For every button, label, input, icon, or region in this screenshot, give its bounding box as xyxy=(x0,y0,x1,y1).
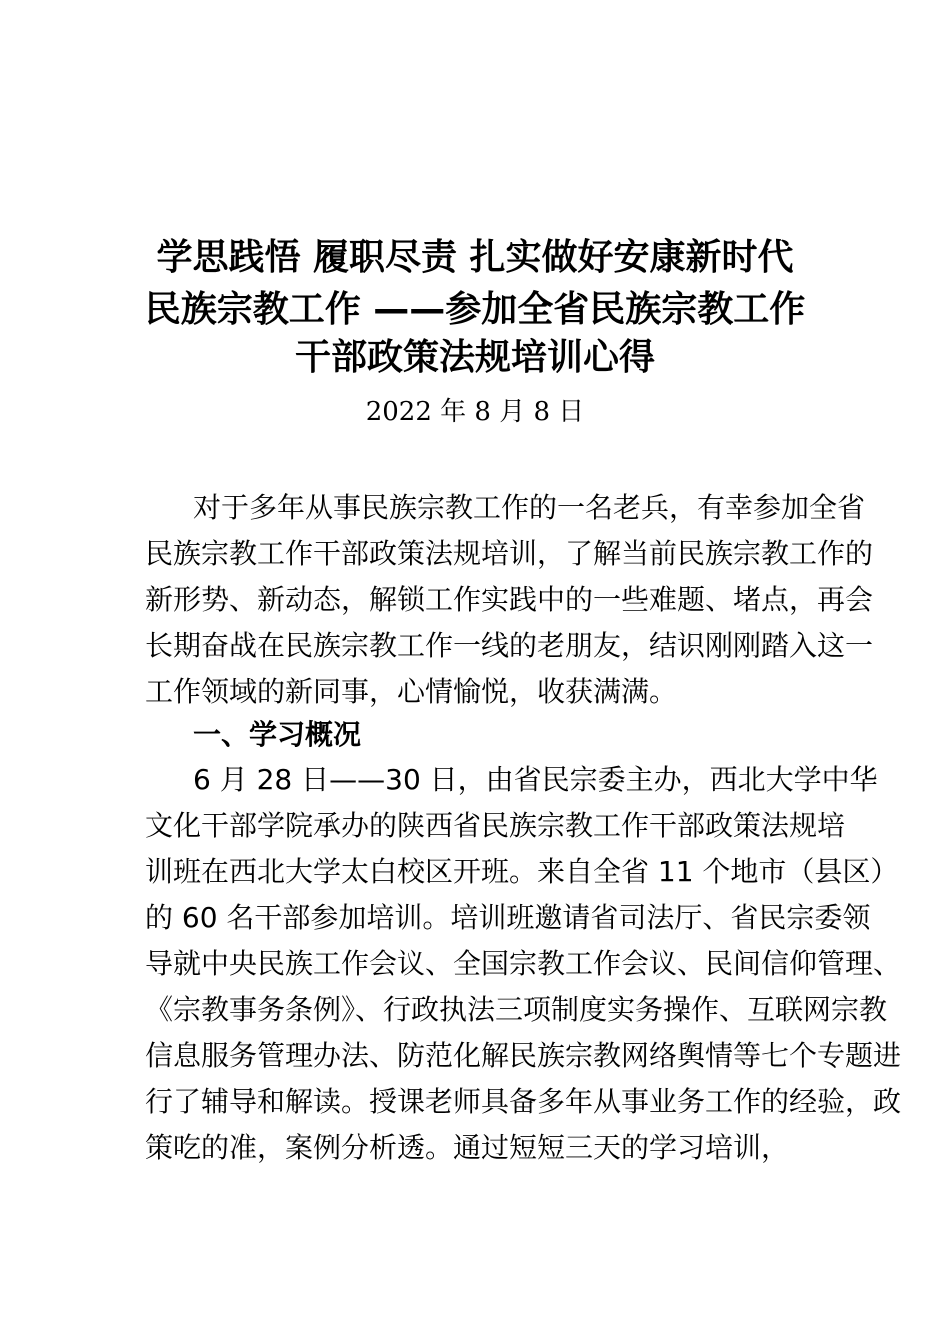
paragraph-1-line-5: 工作领域的新同事，心情愉悦，收获满满。 xyxy=(145,675,678,708)
paragraph-2-line-7: 信息服务管理办法、防范化解民族宗教网络舆情等七个专题进 xyxy=(145,1039,902,1072)
paragraph-1-line-3: 新形势、新动态，解锁工作实践中的一些难题、堵点，再会 xyxy=(145,583,874,616)
paragraph-2-line-3: 训班在西北大学太白校区开班。来自全省 11 个地市（县区） xyxy=(145,855,899,888)
paragraph-2-line-9: 策吃的准，案例分析透。通过短短三天的学习培训， xyxy=(145,1131,790,1164)
paragraph-1-line-4: 长期奋战在民族宗教工作一线的老朋友，结识刚刚踏入这一 xyxy=(145,629,874,662)
paragraph-2-line-8: 行了辅导和解读。授课老师具备多年从事业务工作的经验，政 xyxy=(145,1085,902,1118)
paragraph-2-line-1: 6 月 28 日——30 日，由省民宗委主办，西北大学中华 xyxy=(193,763,878,796)
title-line-3: 干部政策法规培训心得 xyxy=(294,337,655,378)
title-line-2: 民族宗教工作 ——参加全省民族宗教工作 xyxy=(144,289,806,330)
paragraph-1-line-2: 民族宗教工作干部政策法规培训，了解当前民族宗教工作的 xyxy=(145,537,874,570)
section-1-heading: 一、学习概况 xyxy=(193,718,362,751)
paragraph-2-line-5: 导就中央民族工作会议、全国宗教工作会议、民间信仰管理、 xyxy=(145,947,902,980)
title-line-1: 学思践悟 履职尽责 扎实做好安康新时代 xyxy=(156,237,794,278)
paragraph-2-line-4: 的 60 名干部参加培训。培训班邀请省司法厅、省民宗委领 xyxy=(145,901,871,934)
paragraph-2-line-6: 《宗教事务条例》、行政执法三项制度实务操作、互联网宗教 xyxy=(145,993,888,1026)
document-date: 2022 年 8 月 8 日 xyxy=(365,397,585,427)
paragraph-1-line-1: 对于多年从事民族宗教工作的一名老兵，有幸参加全省 xyxy=(193,491,866,524)
paragraph-2-line-2: 文化干部学院承办的陕西省民族宗教工作干部政策法规培 xyxy=(145,809,846,842)
